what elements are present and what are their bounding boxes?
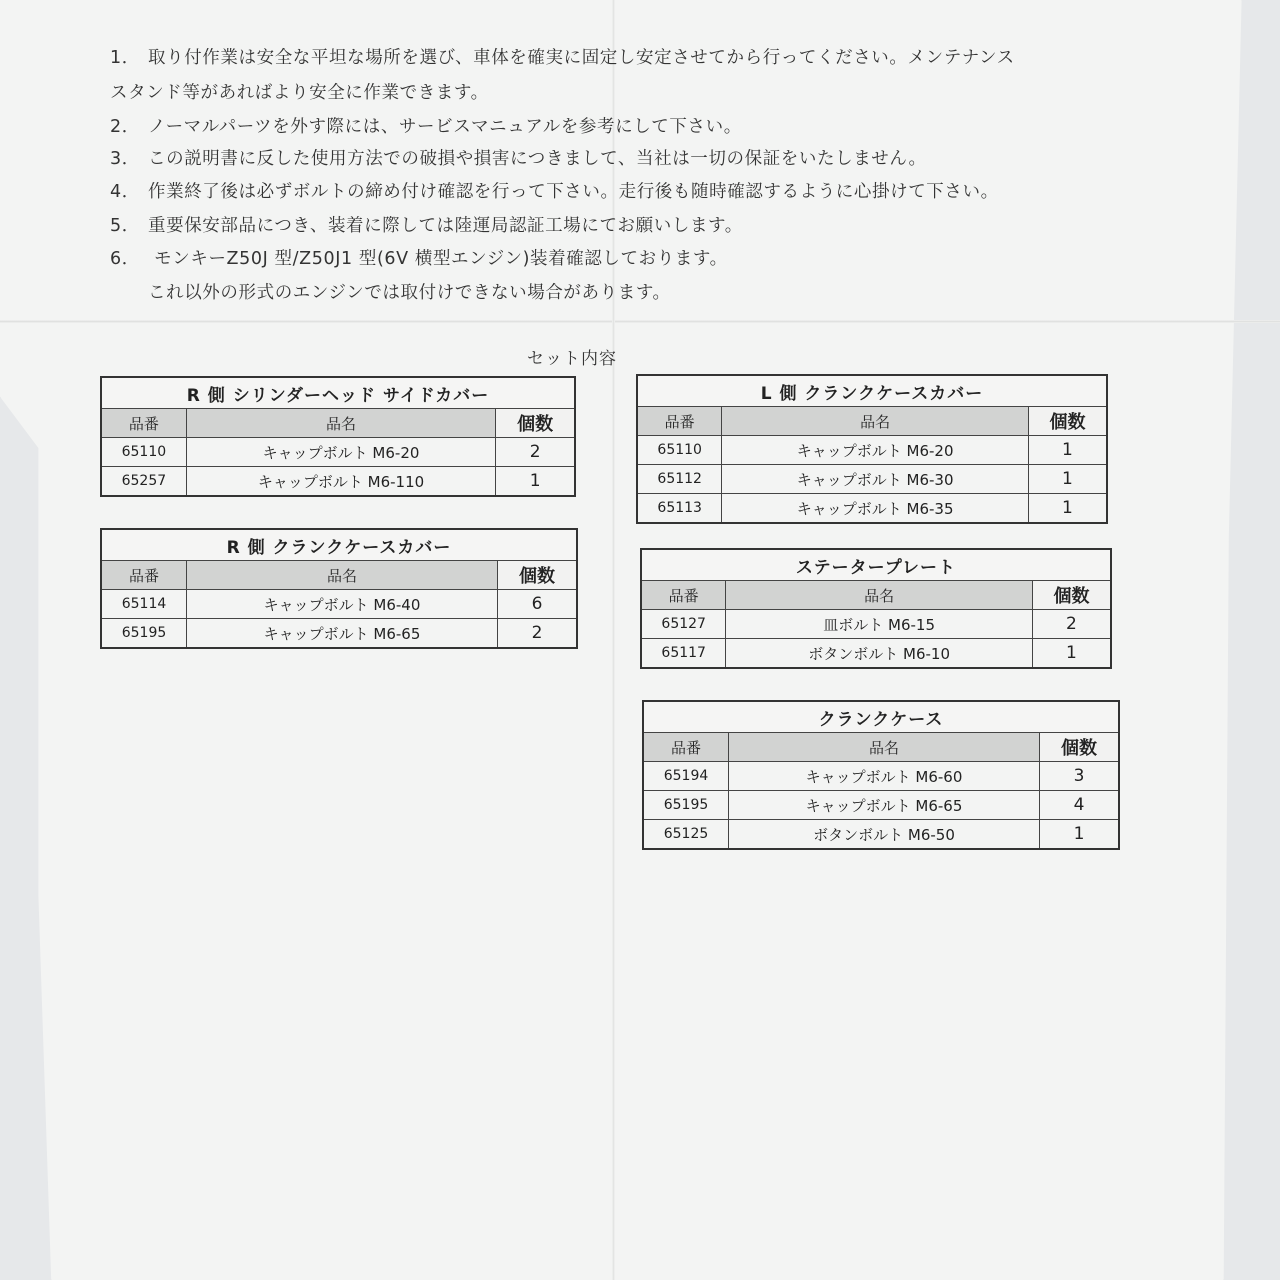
note-line: 4． 作業終了後は必ずボルトの締め付け確認を行って下さい。走行後も随時確認するように心掛けて下さい。 <box>110 182 999 202</box>
header-name: 品名 <box>722 407 1029 436</box>
table-row: 65195 キャップボルト M6-65 4 <box>643 791 1119 820</box>
header-code: 品番 <box>641 581 726 610</box>
table-row: 65112 キャップボルト M6-30 1 <box>637 465 1107 494</box>
table-title: R 側 シリンダーヘッド サイドカバー <box>101 377 575 409</box>
header-name: 品名 <box>726 581 1033 610</box>
note-line: 3． この説明書に反した使用方法での破損や損害につきまして、当社は一切の保証をいたしません。 <box>110 149 927 169</box>
header-name: 品名 <box>729 733 1040 762</box>
parts-table-r-cylinder-head <box>100 376 576 497</box>
header-name: 品名 <box>186 409 496 438</box>
parts-table-crankcase <box>642 700 1120 850</box>
fold-crease-horizontal <box>0 320 1280 323</box>
table-row: 65127 皿ボルト M6-15 2 <box>641 610 1111 639</box>
header-qty: 個数 <box>1040 733 1120 762</box>
header-qty: 個数 <box>498 561 578 590</box>
header-qty: 個数 <box>496 409 575 438</box>
note-line: 5． 重要保安部品につき、装着に際しては陸運局認証工場にてお願いします。 <box>110 216 743 236</box>
table-row: 65195 キャップボルト M6-65 2 <box>101 619 577 649</box>
header-qty: 個数 <box>1032 581 1111 610</box>
table-row: 65194 キャップボルト M6-60 3 <box>643 762 1119 791</box>
table-title: R 側 クランクケースカバー <box>101 529 577 561</box>
note-line: 1． 取り付作業は安全な平坦な場所を選び、車体を確実に固定し安定させてから行ってください。メンテナンス <box>110 48 1015 68</box>
table-row: 65110 キャップボルト M6-20 2 <box>101 438 575 467</box>
table-row: 65110 キャップボルト M6-20 1 <box>637 436 1107 465</box>
parts-table-l-crankcase-cover <box>636 374 1108 524</box>
header-code: 品番 <box>637 407 722 436</box>
table-row: 65113 キャップボルト M6-35 1 <box>637 494 1107 524</box>
note-line: これ以外の形式のエンジンでは取付けできない場合があります。 <box>148 283 671 303</box>
header-name: 品名 <box>187 561 498 590</box>
header-qty: 個数 <box>1028 407 1107 436</box>
table-row: 65257 キャップボルト M6-110 1 <box>101 467 575 497</box>
table-row: 65125 ボタンボルト M6-50 1 <box>643 820 1119 850</box>
parts-table-stator-plate <box>640 548 1112 669</box>
parts-table-r-crankcase-cover <box>100 528 578 649</box>
header-code: 品番 <box>101 409 186 438</box>
note-line: スタンド等があればより安全に作業できます。 <box>110 83 489 103</box>
table-title: L 側 クランクケースカバー <box>637 375 1107 407</box>
header-code: 品番 <box>643 733 729 762</box>
table-row: 65114 キャップボルト M6-40 6 <box>101 590 577 619</box>
header-code: 品番 <box>101 561 187 590</box>
table-title: ステータープレート <box>641 549 1111 581</box>
table-title: クランクケース <box>643 701 1119 733</box>
set-contents-title: セット内容 <box>527 349 617 369</box>
note-line: 2． ノーマルパーツを外す際には、サービスマニュアルを参考にして下さい。 <box>110 117 742 137</box>
table-row: 65117 ボタンボルト M6-10 1 <box>641 639 1111 669</box>
note-line: 6． モンキーZ50J 型/Z50J1 型(6V 横型エンジン)装着確認しております。 <box>110 249 728 269</box>
